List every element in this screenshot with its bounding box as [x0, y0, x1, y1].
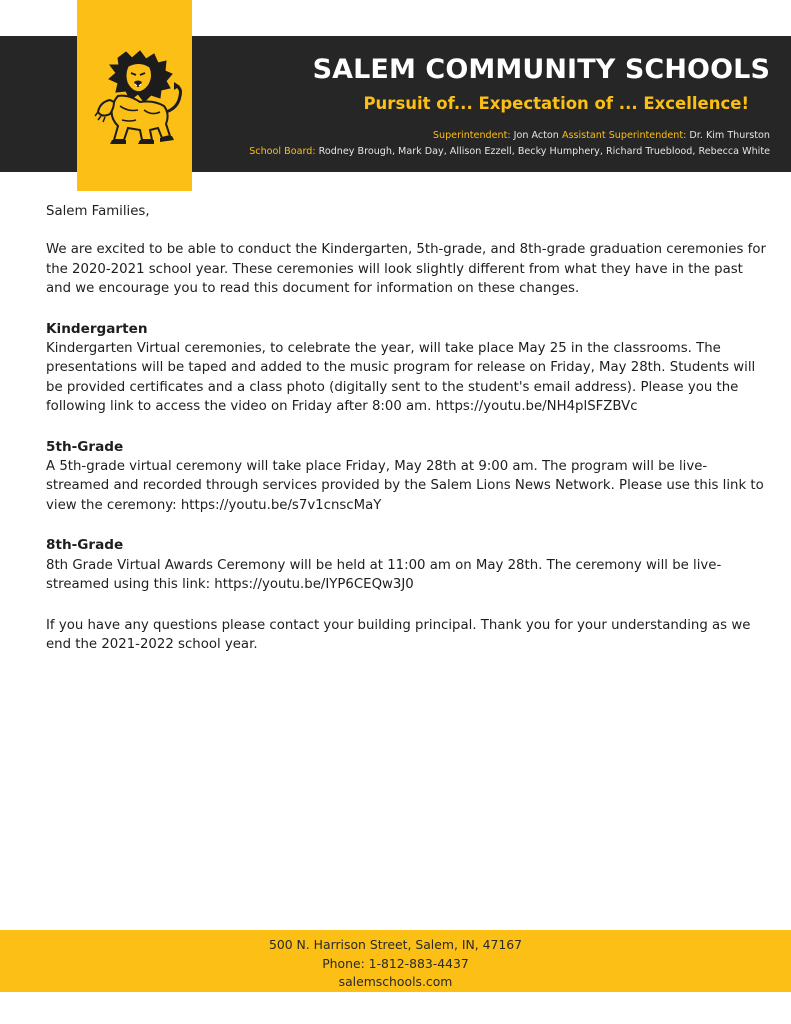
section-body-kindergarten: Kindergarten Virtual ceremonies, to celebrate the year, will take place May 25 in the classrooms. The presentations will be taped and added to the music program for release on Friday, May 28th. Students will be provided certificates and a class photo (digitally sent to the student's email address). Please you the following link to access the video on Friday after 8:00 am. https://youtu.be/NH4plSFZBVc	[46, 341, 756, 415]
closing-paragraph: If you have any questions please contact your building principal. Thank you for your understanding as we end the 2021-2022 school year.	[46, 617, 751, 652]
school-name: SALEM COMMUNITY SCHOOLS	[312, 54, 770, 85]
section-title-8th-grade: 8th-Grade	[46, 537, 124, 554]
salutation: Salem Families,	[46, 204, 150, 219]
section-title-5th-grade: 5th-Grade	[46, 438, 124, 455]
letter-body	[46, 202, 766, 654]
asst-superintendent-name: Dr. Kim Thurston	[689, 130, 770, 141]
school-board-label: School Board:	[249, 146, 316, 157]
section-body-5th-grade: A 5th-grade virtual ceremony will take place Friday, May 28th at 9:00 am. The program will be live-streamed and recorded through services provided by the Salem Lions News Network. Please use this link to view the ceremony: https://youtu.be/s7v1cnscMaY	[46, 459, 764, 513]
school-board-members: Rodney Brough, Mark Day, Allison Ezzell, Becky Humphery, Richard Trueblood, Rebecca White	[318, 146, 770, 157]
superintendent-name: Jon Acton	[513, 130, 559, 141]
asst-superintendent-label: Assistant Superintendent:	[561, 130, 687, 141]
superintendent-label: Superintendent:	[432, 130, 511, 141]
footer-band	[0, 930, 791, 992]
school-board-line	[249, 146, 770, 157]
footer-website[interactable]: salemschools.com	[338, 974, 453, 989]
lion-mascot-icon	[88, 50, 188, 150]
intro-paragraph: We are excited to be able to conduct the Kindergarten, 5th-grade, and 8th-grade graduation ceremonies for the 2020-2021 school year. These ceremonies will look slightly different from what they have in the past and we encourage you to read this document for information on these changes.	[46, 242, 766, 297]
superintendent-line	[433, 130, 770, 141]
footer-phone: Phone: 1-812-883-4437	[322, 955, 469, 971]
section-title-kindergarten: Kindergarten	[46, 320, 148, 337]
footer-address: 500 N. Harrison Street, Salem, IN, 47167	[268, 937, 523, 952]
school-motto: Pursuit of... Expectation of ... Excellence!	[363, 94, 749, 113]
section-body-8th-grade: 8th Grade Virtual Awards Ceremony will be held at 11:00 am on May 28th. The ceremony will be live-streamed using this link: https://youtu.be/IYP6CEQw3J0	[46, 557, 722, 593]
